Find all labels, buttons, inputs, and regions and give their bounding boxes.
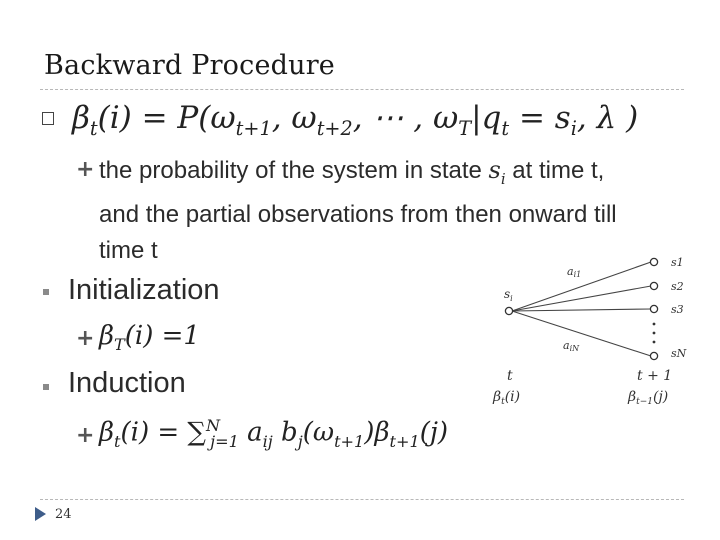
plus-bullet-icon: + xyxy=(76,326,95,351)
trellis-edges xyxy=(512,262,651,356)
initialization-heading: Initialization xyxy=(68,274,220,306)
target-node-s3 xyxy=(650,305,657,312)
plus-bullet-icon: + xyxy=(76,423,95,448)
source-node xyxy=(505,307,512,314)
target-node-s1 xyxy=(650,258,657,265)
target-label-s3: s3 xyxy=(671,303,684,316)
target-node-s2 xyxy=(650,282,657,289)
definition-description: the probability of the system in state $s_i$ at time t, and the partial observations from then onward till time t xyxy=(99,156,617,264)
plus-bullet-icon: + xyxy=(76,157,95,182)
bottom-divider xyxy=(40,499,684,500)
definition-formula: $\beta_t(i) = P(\omega_{t+1}$, $\omega_{t+2}$, ⋯ , $\omega_T|q_t = s_i$, λ ) xyxy=(72,100,639,141)
page-arrow-icon xyxy=(35,507,46,521)
slide-title: Backward Procedure xyxy=(44,50,335,81)
target-label-sN: sN xyxy=(671,347,687,360)
edge-label-bottom: aiN xyxy=(563,339,580,353)
beta-label-left: $\beta_t(i)$ xyxy=(493,389,521,407)
time-label-left: t xyxy=(507,368,513,384)
target-label-s2: s2 xyxy=(671,280,684,293)
square-bullet-icon xyxy=(43,289,49,295)
target-label-s1: s1 xyxy=(671,256,684,269)
checkbox-bullet-icon xyxy=(42,112,54,125)
initialization-formula: $\beta_T(i) =1$ xyxy=(99,321,200,355)
source-label: $s_i$ xyxy=(504,287,513,303)
induction-formula: $\beta_t(i) = \sum^N_{j=1}$ $a_{ij}$ $b_j(\omega_{t+1})\beta_{t+1}(j)$ xyxy=(99,416,449,451)
ellipsis-dots xyxy=(653,323,656,344)
page-number: 24 xyxy=(55,507,72,522)
backward-trellis-diagram xyxy=(485,245,700,410)
time-label-right: t + 1 xyxy=(637,368,673,384)
square-bullet-icon xyxy=(43,384,49,390)
edge-label-top: ai1 xyxy=(567,265,582,279)
beta-label-right: $\beta_{t-1}(j)$ xyxy=(628,389,669,407)
induction-heading: Induction xyxy=(68,367,186,399)
top-divider xyxy=(40,89,684,90)
target-node-sN xyxy=(650,352,657,359)
